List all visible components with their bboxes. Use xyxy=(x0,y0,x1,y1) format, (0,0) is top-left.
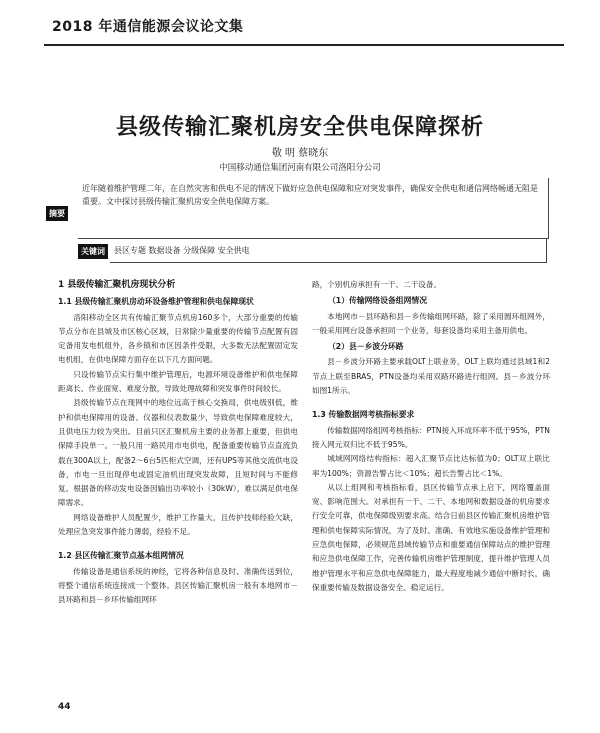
spacer xyxy=(312,398,550,405)
paragraph: 城域网网络结构指标：超入汇聚节点比达标值为0；OLT双上联比率为100%；资源告警占比＜10%；超长告警占比＜1%。 xyxy=(312,454,550,478)
page-number: 44 xyxy=(58,702,71,712)
paragraph: 县－乡波分环路主要承载OLT上联业务，OLT上联均通过县域1和2节点上联至BRAS，PTN设备均采用双路环路进行组网。县－乡波分环如图1所示。 xyxy=(312,357,550,396)
abstract-label: 摘要 xyxy=(46,206,68,221)
subheading: （2）县－乡波分环路 xyxy=(328,342,404,352)
header-rule xyxy=(44,44,564,46)
section-heading-1-2: 1.2 县区传输汇聚节点基本组网情况 xyxy=(58,551,184,561)
section-heading-1: 1 县级传输汇聚机房现状分析 xyxy=(58,280,176,290)
keywords-text: 县区专题 数据设备 分级保障 安全供电 xyxy=(114,246,250,255)
abstract-text: 近年随着维护管理二年，在自然灾害和供电不足的情况下做好应急供电保障和应对突发事件，确保安全供电和通信网络畅通无阻是重要。文中探讨县级传输汇聚机房安全供电保障方案。 xyxy=(82,184,538,206)
paragraph: 本地网市－县环路和县－乡传输组网环路，除了采用圆环组网外，一般采用网台设备承担同一个业务，每套设备均采用主备用供电。 xyxy=(312,311,550,335)
section-heading-1-1: 1.1 县级传输汇聚机房动环设备维护管理和供电保障现状 xyxy=(58,297,254,307)
keywords-box xyxy=(81,238,547,263)
right-column xyxy=(312,278,550,595)
paper-authors: 敬 明 蔡晓东 xyxy=(271,148,329,159)
paragraph: 网络设备维护人员配置少，维护工作量大，且传护技师经验欠缺，处理应急突发事件能力薄弱，经验不足。 xyxy=(58,512,298,537)
paper-affiliation: 中国移动通信集团河南有限公司洛阳分公司 xyxy=(219,163,381,173)
paper-title: 县级传输汇聚机房安全供电保障探析 xyxy=(115,115,484,140)
paragraph: 传输数据网络组网考核指标：PTN接入环成环率不低于95%，PTN接入网元双归比不低于95%。 xyxy=(312,425,550,449)
paragraph: 洛阳移动全区共有传输汇聚节点机房160多个，大部分重要的传输节点分布在县城及市区核心区域，日常除少量重要的传输节点配置有固定备用发电机组外，各乡镇和市区因条件受限，大多数无法配置固定发电机组，在供电保障方面存在以下几方面问题。 xyxy=(58,312,298,365)
section-heading-1-3: 1.3 传输数据网考核指标要求 xyxy=(312,410,415,420)
paragraph: 只设传输节点实行集中维护管理后，电源环境设备维护和供电保障距离长、作业面宽、难度分散，导致处理故障和突发事件时间较长。 xyxy=(58,369,298,394)
paragraph: 县级传输节点在现网中的地位远高于核心交换局，供电级别低，维护和供电保障用的设备、仪器和仪表数量少，导致供电保障难度较大，且供电压力较为突出。目前只区汇聚机房主要的业务都上重要，但供电保障手段单一。一般只用一路民用市电供电，配备重要传输节点直流负载在300A以上，配备2～6台5匹柜式空调，还有UPS等其他交流供电设备，市电一旦出现停电或固定油机出现突发故障，且短时间与不能修复。根据备的移动发电设备因输出功率较小（30kW），难以满足供电保障需求。 xyxy=(58,398,298,508)
subheading: （1）传输网络设备组网情况 xyxy=(328,296,427,306)
paragraph: 从以上组网和考核指标看，县区传输节点承上启下，网络覆盖面宽、影响范围大。对承担有一干、二干、本地网和数据设备的机房要求行安全可靠，供电保障级别要求高。结合日前县区传输汇聚机房维护管理和供电保障实际情况，为了及时、准确、有效地实施设备维护管理和应急供电保障，必须规范县域传输节点和重要通信保障站点的维护管理和应急供电保障工作，完善传输机房维护管理制度，提升维护管理人员维护管理水平和应急供电保障能力，最大程度地减少通信中断时长，确保重要传输及数据设备安全、稳定运行。 xyxy=(312,482,550,592)
keywords-label: 关键词 xyxy=(78,244,108,259)
running-header: 2018 年通信能源会议论文集 xyxy=(52,19,244,35)
spacer xyxy=(58,539,298,546)
paragraph: 路，个别机房承担有一干、二干设备。 xyxy=(312,280,442,289)
paragraph: 传输设备是通信系统的神经，它将各种信息及时、准确传送到位，将整个通信系统连接成一个整体。县区传输汇聚机房一般有本地网市－县环路和县－乡环传输组网环 xyxy=(58,566,298,605)
left-column xyxy=(58,278,298,608)
abstract-box xyxy=(49,178,549,239)
